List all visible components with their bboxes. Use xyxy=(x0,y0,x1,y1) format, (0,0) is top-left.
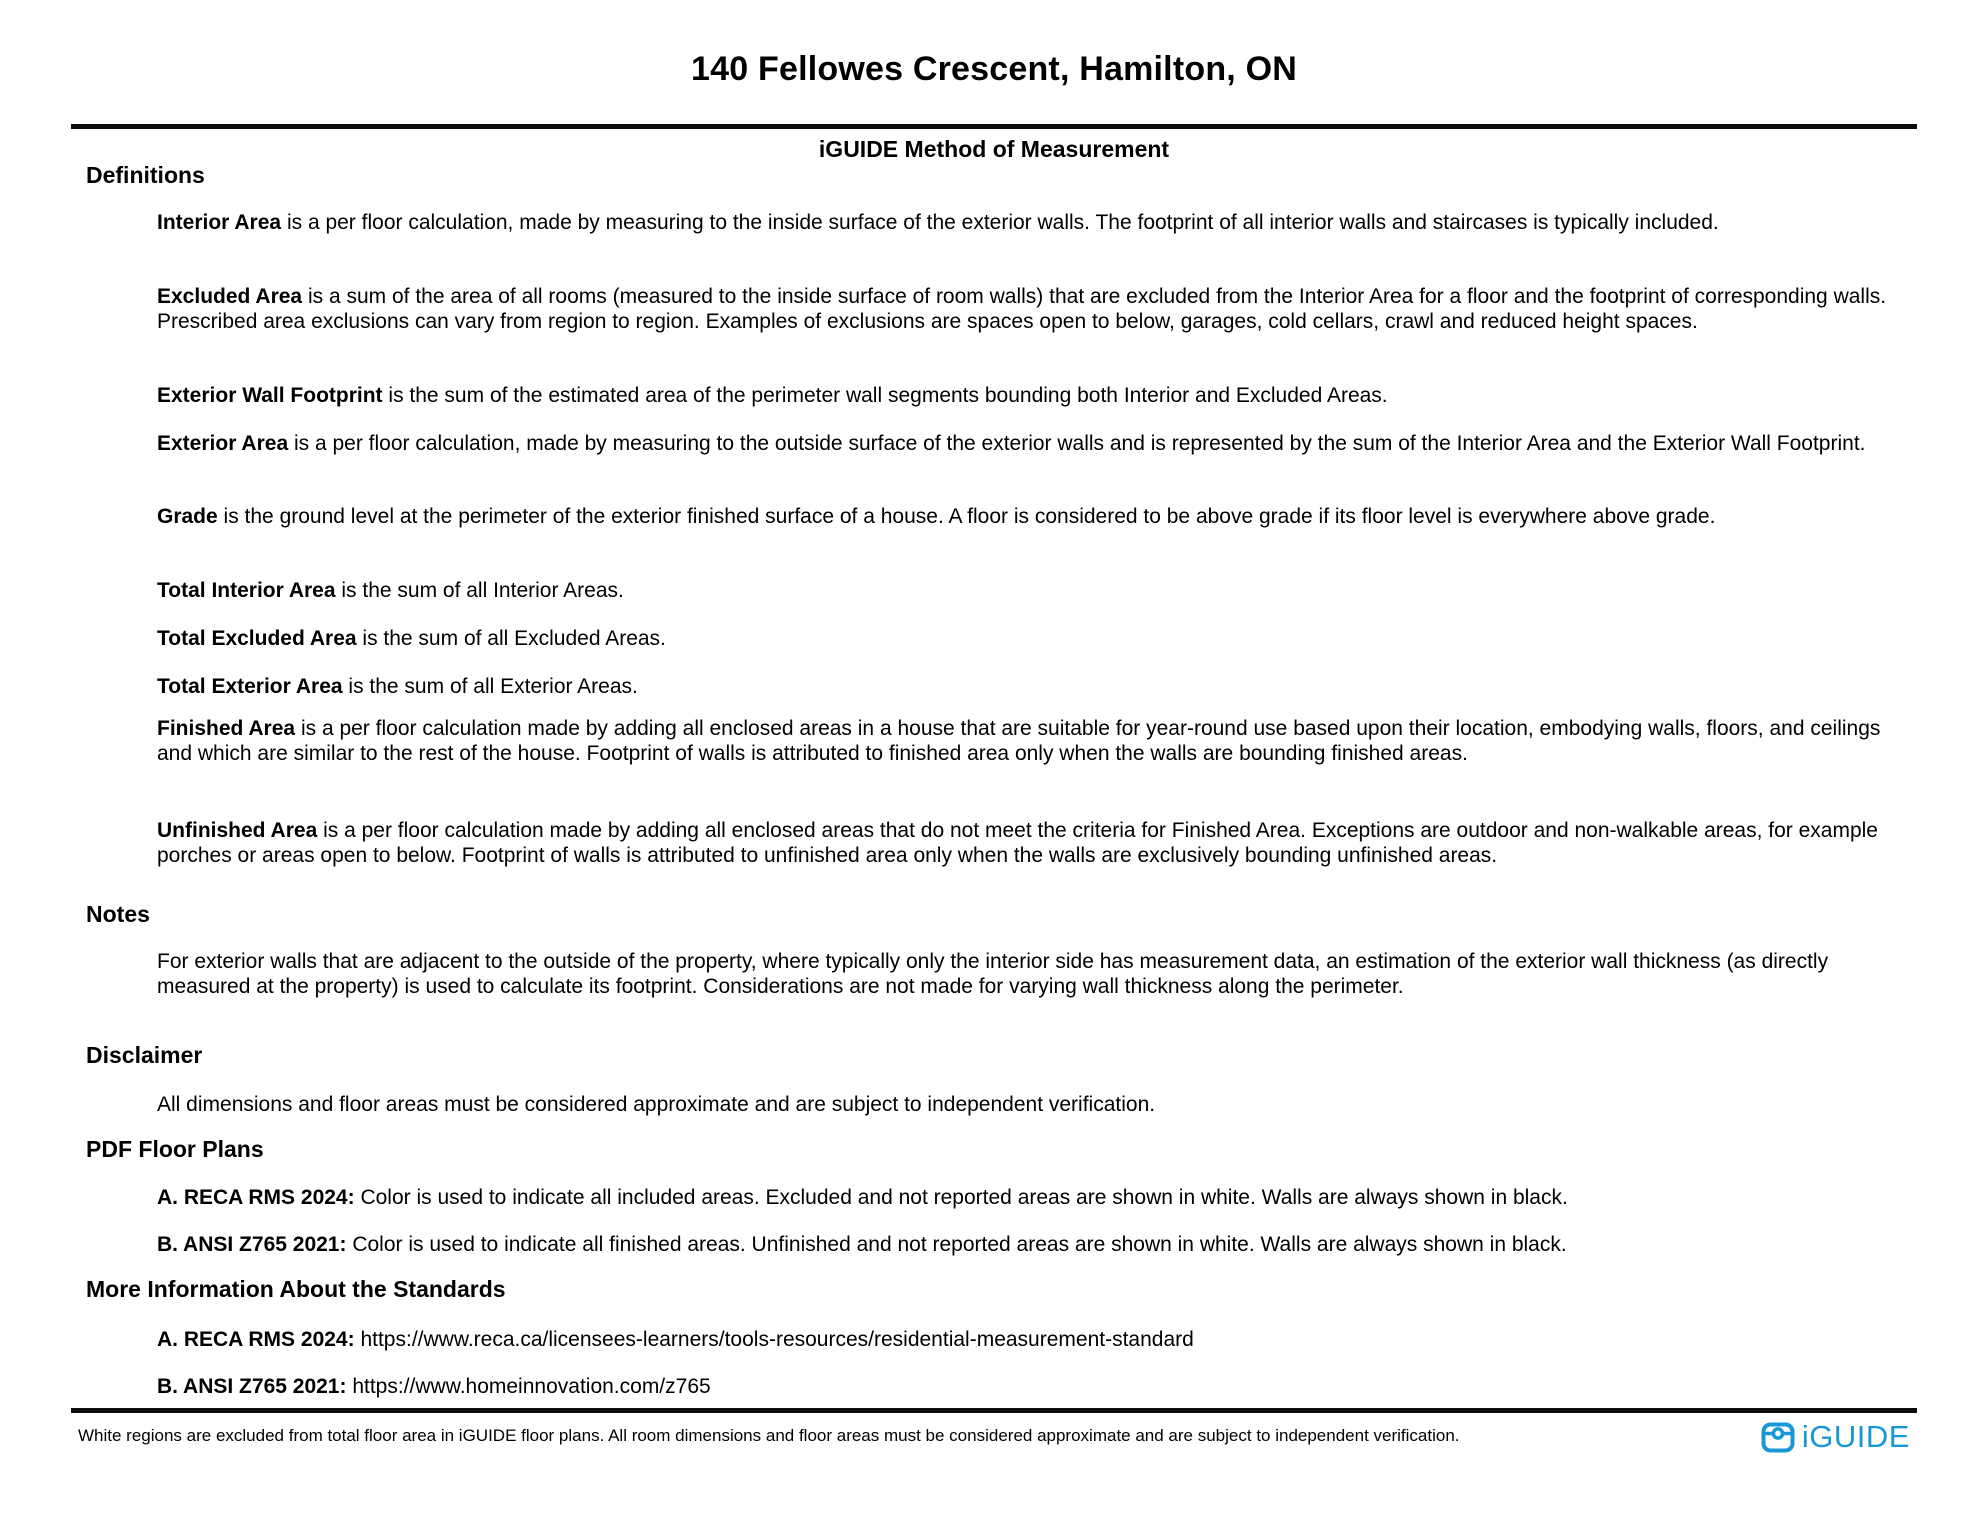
definition-exterior-wall-footprint xyxy=(157,383,1915,408)
definition-text: is a per floor calculation, made by measuring to the inside surface of the exterior walls. The footprint of all interior walls and staircases is typically included. xyxy=(286,211,1719,234)
definition-grade xyxy=(157,504,1915,529)
top-divider xyxy=(71,124,1917,129)
definition-text: is a per floor calculation, made by measuring to the outside surface of the exterior walls and is represented by the sum of the Interior Area and the Exterior Wall Footprint. xyxy=(293,432,1866,455)
definition-finished-area xyxy=(157,716,1915,766)
iguide-camera-icon xyxy=(1761,1422,1795,1453)
disclaimer-paragraph: All dimensions and floor areas must be considered approximate and are subject to independent verification. xyxy=(157,1093,1156,1116)
standard-text: Color is used to indicate all included areas. Excluded and not reported areas are shown in white. Walls are always shown in black. xyxy=(360,1186,1568,1209)
ansi-standard-url[interactable]: https://www.homeinnovation.com/z765 xyxy=(352,1375,711,1398)
standard-text: Color is used to indicate all finished areas. Unfinished and not reported areas are shown in white. Walls are always shown in black. xyxy=(352,1233,1567,1256)
disclaimer-heading: Disclaimer xyxy=(86,1042,203,1068)
definition-total-interior-area xyxy=(157,578,1915,603)
standard-label: B. ANSI Z765 2021: xyxy=(157,1375,347,1398)
definition-total-excluded-area xyxy=(157,626,1915,651)
standard-label: A. RECA RMS 2024: xyxy=(157,1186,355,1209)
definition-text: is a per floor calculation made by adding all enclosed areas in a house that are suitable for year-round use based upon their location, embodying walls, floors, and ceilings and which are similar to the rest of the house. Footprint of walls is attributed to finished area only when the walls are bounding finished areas. xyxy=(157,717,1881,765)
pdf-standard-ansi xyxy=(157,1232,1915,1257)
definition-term: Grade xyxy=(157,505,218,528)
definition-term: Total Excluded Area xyxy=(157,627,357,650)
page-title: 140 Fellowes Crescent, Hamilton, ON xyxy=(691,50,1297,88)
definition-text: is the ground level at the perimeter of the exterior finished surface of a house. A floor is considered to be above grade if its floor level is everywhere above grade. xyxy=(223,505,1716,528)
more-info-reca xyxy=(157,1327,1915,1352)
notes-paragraph: For exterior walls that are adjacent to the outside of the property, where typically only the interior side has measurement data, an estimation of the exterior wall thickness (as directly measured at the property) is used to calculate its footprint. Considerations are not made for varying wall thickness along the perimeter. xyxy=(157,950,1829,998)
definition-term: Exterior Wall Footprint xyxy=(157,384,383,407)
iguide-logo xyxy=(1761,1419,1910,1455)
more-information-heading: More Information About the Standards xyxy=(86,1276,506,1302)
definition-term: Unfinished Area xyxy=(157,819,318,842)
definition-text: is the sum of all Excluded Areas. xyxy=(362,627,666,650)
definition-unfinished-area xyxy=(157,818,1915,868)
definition-term: Interior Area xyxy=(157,211,282,234)
iguide-logo-text: iGUIDE xyxy=(1801,1419,1910,1454)
bottom-divider xyxy=(71,1408,1917,1413)
notes-heading: Notes xyxy=(86,901,150,927)
footer-disclaimer-note: White regions are excluded from total floor area in iGUIDE floor plans. All room dimensions and floor areas must be considered approximate and are subject to independent verification. xyxy=(78,1426,1460,1445)
definition-text: is a sum of the area of all rooms (measured to the inside surface of room walls) that are excluded from the Interior Area for a floor and the footprint of corresponding walls. Prescribed area exclusions can vary from region to region. Examples of exclusions are spaces open to below, garages, cold cellars, crawl and reduced height spaces. xyxy=(157,285,1887,333)
definition-term: Total Interior Area xyxy=(157,579,336,602)
standard-label: A. RECA RMS 2024: xyxy=(157,1328,355,1351)
definition-text: is a per floor calculation made by adding all enclosed areas that do not meet the criteria for Finished Area. Exceptions are outdoor and non-walkable areas, for example porches or areas open to below. Footprint of walls is attributed to unfinished area only when the walls are exclusively bounding unfinished areas. xyxy=(157,819,1878,867)
definition-text: is the sum of all Exterior Areas. xyxy=(348,675,638,698)
definition-term: Finished Area xyxy=(157,717,296,740)
more-info-ansi xyxy=(157,1374,1915,1399)
definition-interior-area xyxy=(157,210,1915,235)
definition-text: is the sum of the estimated area of the perimeter wall segments bounding both Interior and Excluded Areas. xyxy=(388,384,1388,407)
definition-term: Total Exterior Area xyxy=(157,675,343,698)
document-subtitle: iGUIDE Method of Measurement xyxy=(818,136,1170,162)
reca-standard-url[interactable]: https://www.reca.ca/licensees-learners/tools-resources/residential-measurement-standard xyxy=(360,1328,1194,1351)
pdf-floor-plans-heading: PDF Floor Plans xyxy=(86,1136,264,1162)
definition-term: Exterior Area xyxy=(157,432,289,455)
definition-term: Excluded Area xyxy=(157,285,303,308)
definition-text: is the sum of all Interior Areas. xyxy=(341,579,624,602)
definitions-heading: Definitions xyxy=(86,162,205,188)
standard-label: B. ANSI Z765 2021: xyxy=(157,1233,347,1256)
definition-total-exterior-area xyxy=(157,674,1915,699)
definition-excluded-area xyxy=(157,284,1915,334)
definition-exterior-area xyxy=(157,431,1915,456)
pdf-standard-reca xyxy=(157,1185,1915,1210)
